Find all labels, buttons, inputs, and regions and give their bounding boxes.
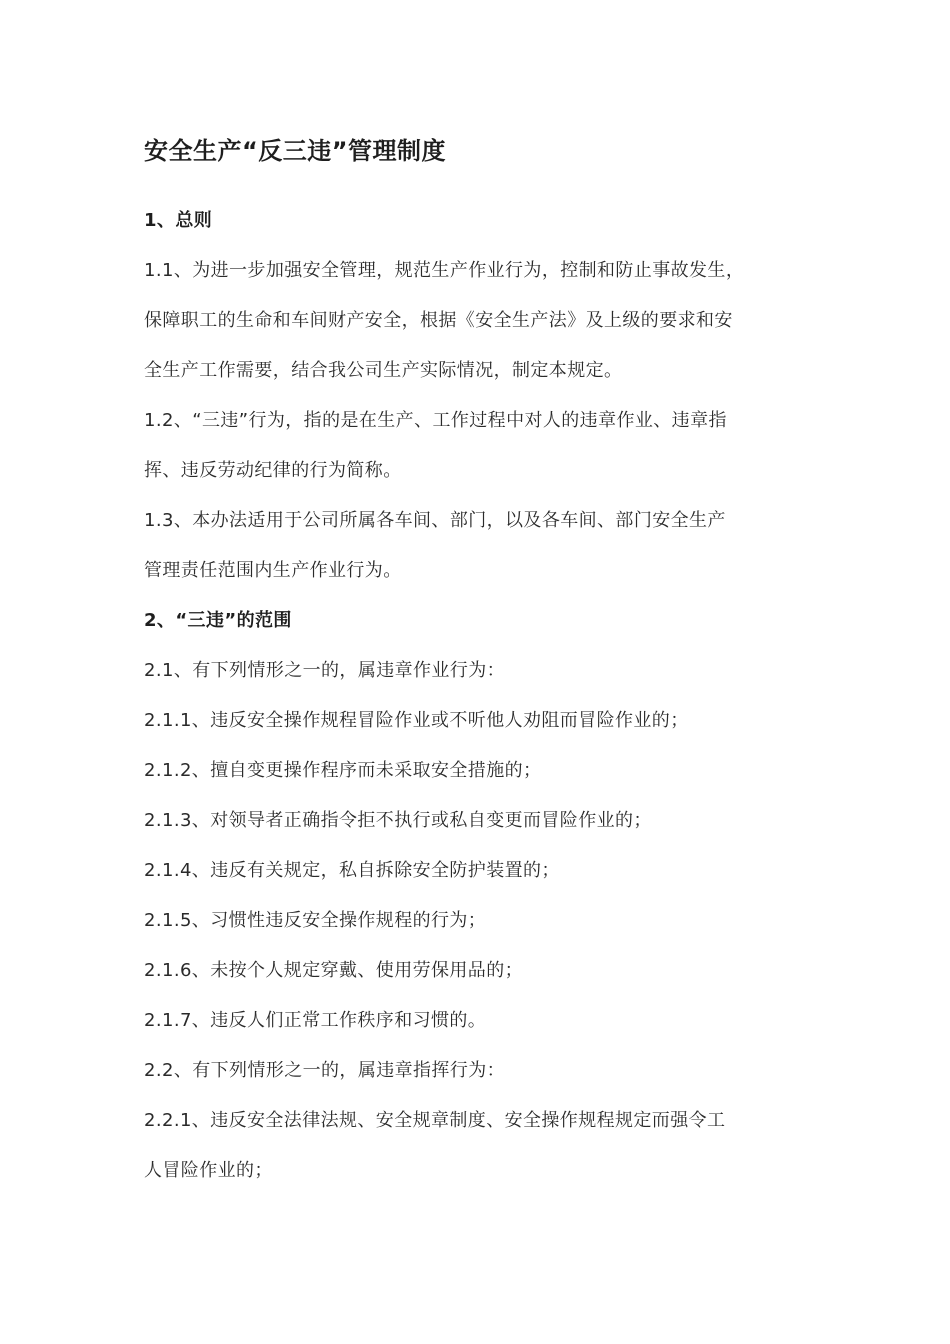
clause-1-1 <box>144 246 844 396</box>
text-line: 全生产工作需要，结合我公司生产实际情况，制定本规定。 <box>144 360 623 381</box>
document-content <box>144 131 844 1196</box>
clause-2-1-4 <box>144 846 844 896</box>
clause-2-1-6 <box>144 946 844 996</box>
text-line: 2.1.3、对领导者正确指令拒不执行或私自变更而冒险作业的； <box>144 810 652 831</box>
text-line: 2.1.7、违反人们正常工作秩序和习惯的。 <box>144 1010 487 1031</box>
text-line: 2.2.1、违反安全法律法规、安全规章制度、安全操作规程规定而强令工 <box>144 1110 726 1131</box>
document-body <box>144 196 844 1196</box>
clause-2-1-5 <box>144 896 844 946</box>
text-line: 2.1.2、擅自变更操作程序而未采取安全措施的； <box>144 760 542 781</box>
text-line: 2.1.1、违反安全操作规程冒险作业或不听他人劝阻而冒险作业的； <box>144 710 689 731</box>
text-line: 1.1、为进一步加强安全管理，规范生产作业行为，控制和防止事故发生， <box>144 260 745 281</box>
text-line: 挥、违反劳动纪律的行为简称。 <box>144 460 402 481</box>
clause-2-1-3 <box>144 796 844 846</box>
clause-1-3 <box>144 496 844 596</box>
text-line: 2.1.6、未按个人规定穿戴、使用劳保用品的； <box>144 960 523 981</box>
text-line: 2.1.4、违反有关规定，私自拆除安全防护装置的； <box>144 860 560 881</box>
text-line: 1.2、“三违”行为，指的是在生产、工作过程中对人的违章作业、违章指 <box>144 410 727 431</box>
section-heading-scope: 2、“三违”的范围 <box>144 610 292 631</box>
clause-2-2-1 <box>144 1096 844 1196</box>
clause-2-1-7 <box>144 996 844 1046</box>
text-line: 2.2、有下列情形之一的，属违章指挥行为： <box>144 1060 506 1081</box>
section-heading-general: 1、总则 <box>144 210 213 231</box>
page-title: 安全生产“反三违”管理制度 <box>144 137 447 165</box>
text-line: 2.1、有下列情形之一的，属违章作业行为： <box>144 660 506 681</box>
clause-2-1 <box>144 646 844 696</box>
clause-2-1-1 <box>144 696 844 746</box>
text-line: 人冒险作业的； <box>144 1160 273 1181</box>
text-line: 保障职工的生命和车间财产安全，根据《安全生产法》及上级的要求和安 <box>144 310 733 331</box>
clause-1-2 <box>144 396 844 496</box>
text-line: 2.1.5、习惯性违反安全操作规程的行为； <box>144 910 487 931</box>
text-line: 管理责任范围内生产作业行为。 <box>144 560 402 581</box>
text-line: 1.3、本办法适用于公司所属各车间、部门，以及各车间、部门安全生产 <box>144 510 726 531</box>
clause-2-2 <box>144 1046 844 1096</box>
clause-2-1-2 <box>144 746 844 796</box>
